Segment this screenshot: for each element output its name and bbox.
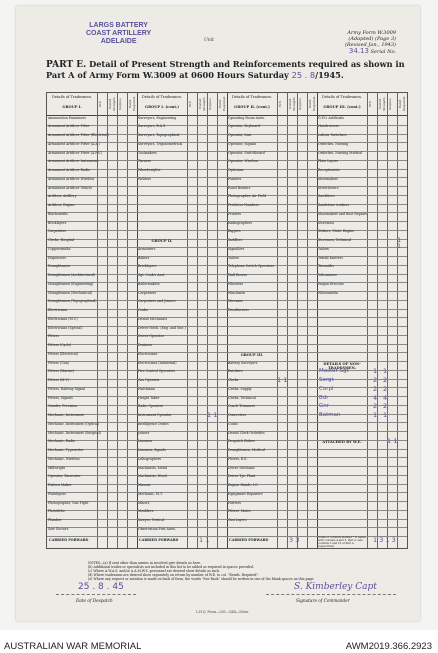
trade-name: Height Taker xyxy=(138,395,160,400)
column-header-reinf: Reinf. Required. xyxy=(128,96,136,112)
row-divider xyxy=(47,501,407,502)
trade-name: Armament Artificer Radio xyxy=(48,168,90,173)
trade-name: Mechanic, Typewriter xyxy=(48,448,84,453)
details-header: Details of Tradesmen. xyxy=(141,95,183,99)
part-label: PART E. xyxy=(46,60,87,70)
trade-name: Clerks, Technical xyxy=(228,395,256,400)
non-tradesman-name: Bdr xyxy=(319,394,329,401)
serial-value: 34.13 xyxy=(348,47,369,55)
signature-line xyxy=(266,594,396,595)
column-header-we: W.E. xyxy=(368,100,372,108)
title-date-hand: 25 . 8 xyxy=(291,70,316,80)
trade-name: Millwright xyxy=(48,465,65,470)
column-divider xyxy=(197,93,198,548)
trade-name: Moulders xyxy=(138,509,154,514)
trade-name: Plumber xyxy=(48,518,62,523)
details-header: Details of Tradesmen. xyxy=(51,95,93,99)
unit-stamp xyxy=(86,22,151,46)
trade-name: Fitters (Cycle) xyxy=(48,343,72,348)
trade-name: Receptionists xyxy=(318,168,340,173)
trade-name: Mechanic, M.T. xyxy=(138,491,163,496)
totals-note: Totals of columns marked * to agree with columns 4 and 5, Part A, less columns 5 and 10 of Part A, respectively. xyxy=(318,536,366,548)
form-adapted: (Adapted) (Page 3) xyxy=(348,36,396,42)
trade-name: Farriers xyxy=(228,500,242,505)
trade-name: Driver Mech. (Eng. and Mot.) xyxy=(138,325,186,330)
trade-name: Panel Beaters xyxy=(228,185,251,190)
carried-forward: CARRIED FORWARD xyxy=(229,538,269,542)
trade-name: Opticians xyxy=(228,168,244,173)
trade-name: Gas Operator xyxy=(138,378,160,383)
trade-name: Predictor Numbers xyxy=(228,203,260,208)
trade-name: Fitters (Electrical) xyxy=(48,351,78,356)
trade-name: Ammunition Examiners xyxy=(48,115,86,120)
non-tradesman-name: Master Sgt xyxy=(319,368,349,375)
despatch-date-label: Date of Despatch xyxy=(76,598,113,603)
serial-label: Serial No. xyxy=(370,49,396,55)
trade-name: Dental Mechanics xyxy=(138,316,168,321)
trade-name: Sgt. Cook's Asst. xyxy=(138,273,166,278)
trade-name: Labour Switchers xyxy=(318,133,347,138)
row-divider xyxy=(47,431,407,432)
notes-block xyxy=(88,562,314,582)
note-line: (d) Where tradesmen are desired show separately on return by number of W.E. to col. "Reinfs. Required". xyxy=(88,572,259,577)
trade-name: Draughtsmen (Mechanical) xyxy=(48,290,93,295)
trade-name: Fitters' Mates xyxy=(228,509,251,514)
title-year: /1945. xyxy=(315,70,344,80)
trade-name: Platelayers xyxy=(48,491,66,496)
trade-name: Hairdressers xyxy=(318,124,339,129)
trade-name: Textile Knitters xyxy=(318,255,343,260)
trade-name: Photolitho xyxy=(48,509,65,514)
trade-name: Stokers, Static Engine xyxy=(318,229,355,234)
carried-forward: CARRIED FORWARD xyxy=(49,538,89,542)
row-divider xyxy=(47,457,407,458)
non-tradesman-name: Gnr xyxy=(319,403,330,410)
form-title xyxy=(46,59,416,80)
trade-name: Linemen, Signals xyxy=(138,448,166,453)
row-divider xyxy=(47,370,407,371)
trade-name: Carpenters xyxy=(48,229,67,234)
trade-name: Tinsmiths xyxy=(318,264,334,269)
non-tradesman-name: Corpl xyxy=(319,385,334,392)
trade-name: Dental Clerk Orderlies xyxy=(228,430,265,435)
group-subheading: DETAILS OF NON-TRADESMEN. xyxy=(323,361,361,370)
column-divider xyxy=(377,93,378,548)
trade-name: Surveyors, Engineering xyxy=(138,115,177,120)
trade-name: Cooks xyxy=(138,308,148,313)
trade-name: Blacksmiths xyxy=(48,211,68,216)
tradesmen-table xyxy=(46,92,408,549)
trade-name: Joiners xyxy=(138,430,150,435)
trade-name: Mechanic, Instrument (Surgical) xyxy=(48,430,101,435)
trade-name: Storemen, Technical xyxy=(318,238,352,243)
trade-name: Driver Mechanic xyxy=(228,465,256,470)
column-divider xyxy=(127,93,128,548)
trade-name: Draughtsmen (Topographical) xyxy=(48,299,97,304)
non-tradesman-str: 1 xyxy=(383,411,388,419)
trade-name: Whitesmiths xyxy=(318,290,339,295)
column-divider xyxy=(187,93,188,548)
title-line-1: Detail of Present Strength and Reinforcements required as shown in xyxy=(89,59,405,69)
trade-name: Orderlies, Nursing xyxy=(318,141,349,146)
trade-name: Clerks, Supply xyxy=(228,386,252,391)
trade-name: Shoemakers xyxy=(318,176,338,181)
trade-name: Fitters (Gun) xyxy=(48,360,69,365)
trade-name: Draughtsmen (Architectural) xyxy=(48,273,95,278)
trade-name: Tailors xyxy=(228,255,239,260)
group-header: GROUP I. (cont.) xyxy=(145,105,179,109)
non-tradesman-we: 2 xyxy=(373,384,378,393)
trade-name: Mechanic, Wireless xyxy=(48,456,80,461)
trade-name: Driver-Operator xyxy=(138,334,165,339)
row-divider xyxy=(47,387,407,388)
form-revised: (Revised Jan., 1943) xyxy=(344,42,396,48)
trade-name: Surveyors, Topographical xyxy=(138,133,180,138)
form-name: Army Form W.3009 xyxy=(347,30,396,36)
row-divider xyxy=(47,300,407,301)
trade-name: Engine Hands, I.C. xyxy=(228,483,259,488)
trade-name: Electricians (M.V.) xyxy=(48,316,78,321)
trade-name: Surveyors, R.A.S. xyxy=(138,124,167,129)
footer-right: AWM2019.366.2923 xyxy=(345,641,432,652)
trade-name: Bricklayers xyxy=(48,220,67,225)
trade-name: Operator, Keyboard xyxy=(228,124,260,129)
trade-name: Riggers xyxy=(228,229,241,234)
trade-name: Wagon Erectors xyxy=(318,281,344,286)
column-header-posted: Posted Strength. xyxy=(288,96,296,112)
trade-name: Draughtsmen xyxy=(48,264,71,269)
trade-name: Despatch Riders xyxy=(228,439,255,444)
despatch-date-line xyxy=(56,594,136,595)
row-divider xyxy=(47,492,407,493)
form-sheet xyxy=(16,6,420,621)
hand-entry: 1 1 xyxy=(387,437,398,446)
trade-name: Fitters (Marine) xyxy=(48,369,74,374)
hand-entry: 1 1 xyxy=(397,236,402,250)
trade-name: Wiremen xyxy=(228,299,243,304)
trade-name: Machinists, Wood xyxy=(138,474,167,479)
trade-name: Armament Artificer Fitter xyxy=(48,124,90,129)
trade-name: Radiographers xyxy=(228,220,252,225)
column-header-we: W.E. xyxy=(188,100,192,108)
trade-name: Turners xyxy=(138,159,151,164)
trade-name: Carpenters xyxy=(138,290,157,295)
trade-name: Storemen xyxy=(318,220,334,225)
trade-name: Pattern Maker xyxy=(48,483,72,488)
stamp-line-3: ADELAIDE xyxy=(100,38,137,45)
non-tradesman-we: 2 xyxy=(373,376,378,384)
trade-name: Sawyer, Vertical xyxy=(138,518,165,523)
total-hand: 1 1 xyxy=(199,536,210,544)
column-divider xyxy=(387,93,388,548)
hand-entry: 1 1 xyxy=(207,411,218,419)
footer-left: AUSTRALIAN WAR MEMORIAL xyxy=(4,641,142,652)
row-divider xyxy=(47,527,407,528)
trade-name: Dispensers xyxy=(48,255,66,260)
trade-name: Orderlies, Nursing Medical xyxy=(318,150,363,155)
total-hand: 3 3 xyxy=(289,536,300,544)
trade-name: Machinists, Metal xyxy=(138,465,168,470)
column-divider xyxy=(277,93,278,548)
trade-name: Printers xyxy=(228,211,242,216)
row-divider xyxy=(47,326,407,327)
trade-name: Signallers xyxy=(228,246,245,251)
trade-name: Electricians (Industrial) xyxy=(138,360,177,365)
column-divider xyxy=(287,93,288,548)
row-divider xyxy=(47,484,407,485)
group-header: GROUP I. xyxy=(62,105,82,109)
column-header-posted: Posted Strength. xyxy=(108,96,116,112)
trade-name: Plate Layers xyxy=(318,159,339,164)
trade-name: Driver Tpt. Plant xyxy=(228,474,256,479)
trade-name: Toolmakers xyxy=(138,150,157,155)
details-header: Details of Tradesmen. xyxy=(231,95,273,99)
non-tradesman-str: 2 xyxy=(383,384,388,393)
trade-name: Tailors xyxy=(318,246,329,251)
trade-name: Telephone Switch Operators xyxy=(228,264,275,269)
footer-bar xyxy=(0,630,438,653)
hand-entry: 1 1 xyxy=(277,376,288,384)
carried-forward: CARRIED FORWARD xyxy=(139,538,179,542)
trade-name: Fitters (M.V.) xyxy=(48,378,70,383)
trade-name: Operating Room Assts. xyxy=(228,115,266,120)
non-tradesman-we: 1 xyxy=(373,367,378,376)
trade-name: Wheelwrights xyxy=(138,168,161,173)
trade-name: Concreters xyxy=(228,413,246,418)
row-divider xyxy=(47,317,407,318)
column-header-surplus: Surplus xyxy=(118,98,122,110)
non-tradesman-we: 4 xyxy=(373,393,378,402)
despatch-date-hand: 25 . 8 . 45 xyxy=(78,582,124,592)
trade-name: Fire Control Operators xyxy=(138,369,176,374)
trade-name: Clerks xyxy=(228,378,239,383)
group-header: GROUP II. (cont.) xyxy=(234,105,270,109)
row-divider xyxy=(47,449,407,450)
trade-name: Gun Layers xyxy=(228,518,247,523)
column-divider xyxy=(117,93,118,548)
stamp-line-1: LARGS BATTERY xyxy=(89,22,148,29)
group-subheading: ATTACHED BY W.E. xyxy=(322,440,362,445)
trade-name: Bakers xyxy=(138,255,150,260)
trade-name: Woodturners xyxy=(228,308,249,313)
trade-name: Armament Artificer Fitter (A.A.) xyxy=(48,141,100,146)
trade-name: Armament Artificer Instrument xyxy=(48,159,99,164)
trade-name: Wall Rosers xyxy=(228,273,247,278)
total-hand: 1 3 1 3 xyxy=(373,536,396,544)
column-header-posted: Posted Strength. xyxy=(378,96,386,112)
row-divider xyxy=(47,352,407,353)
trade-name: Mechanic, Instrument (Optical) xyxy=(48,421,99,426)
trade-name: Operator, Wireless xyxy=(228,159,259,164)
unit-label: Unit xyxy=(204,38,214,43)
row-divider xyxy=(47,466,407,467)
stamp-line-2: COAST ARTILLERY xyxy=(86,30,152,37)
group-subheading: GROUP III. xyxy=(240,352,264,357)
column-divider xyxy=(217,93,218,548)
trade-name: Clerks, Hospital xyxy=(48,238,75,243)
trade-name: Cooks xyxy=(228,421,238,426)
trade-name: Draughtsmen (Engineering) xyxy=(48,281,94,286)
group-subheading: GROUP II. xyxy=(151,239,173,244)
trade-name: Butchers xyxy=(228,369,243,374)
trade-name: Electricians xyxy=(138,351,158,356)
trade-name: Observation Post Assts. xyxy=(138,526,177,531)
trade-name: Radio Operator xyxy=(138,404,164,409)
trade-name: Armament Artificer Fitter (A.F.V.) xyxy=(48,150,102,155)
trade-name: Grinder, Precision xyxy=(48,404,78,409)
non-tradesman-we: 1 xyxy=(373,411,378,419)
trade-name: Lithographers xyxy=(138,456,161,461)
column-header-surplus: Surplus xyxy=(388,98,392,110)
column-divider xyxy=(207,93,208,548)
printer-imprint: L.H.Q. Press—285—5/44—500m. xyxy=(196,610,250,614)
trade-name: Photographer, Gun Fight xyxy=(48,500,89,505)
trade-name: Draughtsmen, Medical xyxy=(228,448,265,453)
row-divider xyxy=(47,405,407,406)
trade-name: Coach Trimmers xyxy=(228,404,255,409)
non-tradesman-str: 2 xyxy=(383,376,388,384)
trade-name: Miners xyxy=(138,500,150,505)
title-line-2: Part A of Army Form W.3009 at 0600 Hours Saturday xyxy=(46,70,289,80)
non-tradesman-str: 4 xyxy=(383,393,388,402)
form-number-block xyxy=(345,30,396,55)
row-divider xyxy=(47,344,407,345)
non-tradesman-str: 2 xyxy=(383,402,388,411)
trade-name: Winchmen xyxy=(228,290,246,295)
column-header-we: W.E. xyxy=(278,100,282,108)
trade-name: Artificer, Engine xyxy=(48,203,75,208)
column-header-reinf: Reinf. Required. xyxy=(218,96,226,112)
column-header-surplus: Surplus xyxy=(208,98,212,110)
trade-name: Mechanic, Radio xyxy=(48,439,76,444)
trade-name: Linemen xyxy=(138,439,153,444)
trade-name: Drainers xyxy=(138,343,153,348)
trade-name: Coppersmiths xyxy=(48,246,71,251)
trade-name: Fitters, Railway Signal xyxy=(48,386,85,391)
row-divider xyxy=(47,309,407,310)
non-tradesman-str: 1 xyxy=(383,367,388,376)
trade-name: Welders xyxy=(138,176,152,181)
trade-name: Operator, Excavator xyxy=(48,474,81,479)
row-divider xyxy=(47,422,407,423)
trade-name: Saddlers xyxy=(228,238,243,243)
row-divider xyxy=(47,475,407,476)
trade-name: Surveyors, Trigonometrical xyxy=(138,141,183,146)
row-divider xyxy=(47,510,407,511)
trade-name: Hatchman xyxy=(138,386,155,391)
trade-name: Battery Surveyors xyxy=(228,360,258,365)
trade-name: Instrument Operator xyxy=(138,413,172,418)
trade-name: Armament Artificer Fitter (Electrical) xyxy=(48,133,109,138)
trade-name: Operator, Signals xyxy=(228,141,257,146)
row-divider xyxy=(47,414,407,415)
note-line: (b) Additional trades or specialists not included in this list to be added as required in spaces provided. xyxy=(88,564,254,569)
trade-name: G.P.O. Artificials xyxy=(318,115,345,120)
trade-name: Fitters, Signals xyxy=(48,395,73,400)
column-divider xyxy=(397,93,398,548)
non-tradesman-name: Batman xyxy=(319,412,341,418)
trade-name: Photographer, Air Field xyxy=(228,194,266,199)
column-header-surplus: Surplus xyxy=(298,98,302,110)
column-divider xyxy=(107,93,108,548)
trade-name: Masons xyxy=(138,483,151,488)
trade-name: Sawfitters xyxy=(318,194,335,199)
trade-name: Shoemakers and Boot Repairs xyxy=(318,211,367,216)
row-divider xyxy=(47,396,407,397)
trade-name: Electricians (Special) xyxy=(48,325,83,330)
column-divider xyxy=(297,93,298,548)
trade-name: Boilermakers xyxy=(138,281,160,286)
trade-name: Vulcanizers xyxy=(318,273,337,278)
trade-name: Fitters xyxy=(48,334,59,339)
trade-name: Operator, Switchboard xyxy=(228,150,265,155)
signature-hand: S. Kimberley Capt xyxy=(294,582,377,592)
trade-name: Painters xyxy=(228,176,242,181)
row-divider xyxy=(47,519,407,520)
note-line: (c) Where A.W.A.S. and/or A.A.M.W.S. personnel are desired show details as such. xyxy=(88,568,221,573)
details-header: Details of Tradesmen. xyxy=(321,95,363,99)
column-divider xyxy=(307,93,308,548)
trade-name: Bricklayers xyxy=(138,264,157,269)
trade-name: Sandstone workers xyxy=(318,203,350,208)
non-tradesman-we: 2 xyxy=(373,402,378,411)
column-divider xyxy=(367,93,368,548)
column-header-reinf: Reinf. Required. xyxy=(398,96,406,112)
trade-name: Intelligence Duties xyxy=(138,421,169,426)
trade-name: Fitters, R.E. xyxy=(228,456,248,461)
row-divider xyxy=(47,335,407,336)
note-line: (e) Where any request or notation is made on back of form, the words "See Back" should be written in one of the blank spaces on this page. xyxy=(88,576,315,581)
trade-name: Armament Artificer Vehicle xyxy=(48,185,93,190)
trade-name: Armourers xyxy=(138,246,156,251)
trade-name: Saw Doctors xyxy=(48,526,69,531)
trade-name: Mechanic, Instrument xyxy=(48,413,84,418)
trade-name: Stretcherers xyxy=(318,185,339,190)
column-header-posted: Posted Strength. xyxy=(198,96,206,112)
column-header-we: W.E. xyxy=(98,100,102,108)
non-tradesman-name: Sergt xyxy=(319,377,334,383)
trade-name: Artificer, Artillery xyxy=(48,194,77,199)
column-header-reinf: Reinf. Required. xyxy=(308,96,316,112)
trade-name: Electricians xyxy=(48,308,68,313)
trade-name: Equipment Repairers xyxy=(228,491,263,496)
trade-name: Carpenters and Joiners xyxy=(138,299,176,304)
trade-name: Wheelers xyxy=(228,281,244,286)
trade-name: Armament Artificer Wireless xyxy=(48,176,95,181)
note-line: NOTES—(a) If sent other than armies in involved give details as here. xyxy=(88,561,202,565)
group-header: GROUP III. (cont.) xyxy=(323,105,361,109)
row-divider xyxy=(47,379,407,380)
trade-name: Operator, Line xyxy=(228,133,252,138)
signature-label: Signature of Commander xyxy=(296,598,350,603)
